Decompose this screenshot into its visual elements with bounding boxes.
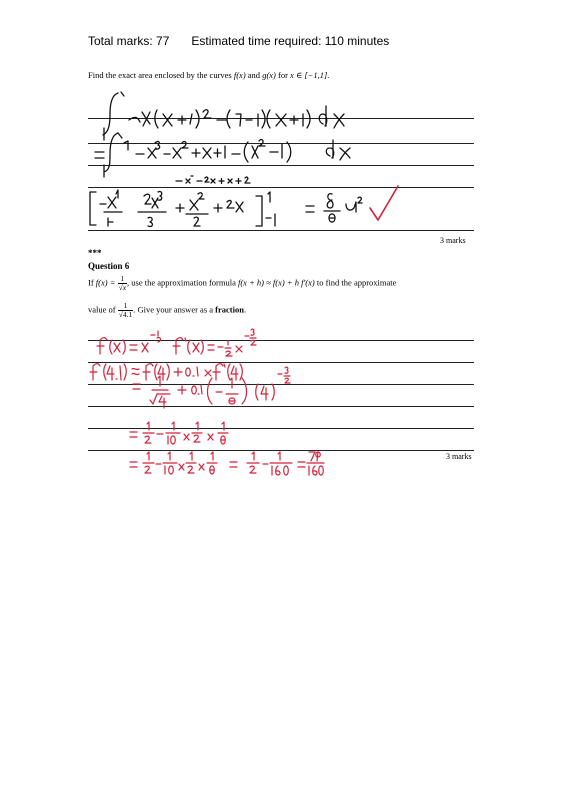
q5-f: f(x) <box>233 70 246 80</box>
q6-marks: 3 marks <box>446 452 472 461</box>
q6-prompt-line1: If f(x) = $\frac{1}{√x}$ , use the approximation formula f(x + h) ≈ f(x) + h f′(x) to find the approximate <box>88 274 397 292</box>
q5-marks: 3 marks <box>440 236 466 245</box>
correct-tick-icon <box>370 186 398 220</box>
q5-domain: x ∈ [−1,1]. <box>290 70 330 80</box>
q6-value-fraction: $\frac{1}{√4.1}$ <box>118 301 133 319</box>
q5-black-working <box>90 92 362 226</box>
q6-def-fraction: $\frac{1}{√x}$ <box>118 274 127 292</box>
q6-prompt-line2: value of $\frac{1}{√4.1}$ . Give your answer as a fraction. <box>88 301 247 319</box>
question-title: Question 6 <box>88 261 130 271</box>
q5-prompt: Find the exact area enclosed by the curves f(x) and g(x) for x ∈ [−1,1]. <box>88 70 330 80</box>
q6-formula: f(x + h) ≈ f(x) + h f′(x) <box>237 277 315 288</box>
q5-g: g(x) <box>262 70 276 80</box>
time-required: Estimated time required: 110 minutes <box>191 34 390 48</box>
q6-red-working <box>90 329 324 475</box>
separator-stars: *** <box>88 248 102 258</box>
total-marks: Total marks: 77 <box>88 34 170 48</box>
